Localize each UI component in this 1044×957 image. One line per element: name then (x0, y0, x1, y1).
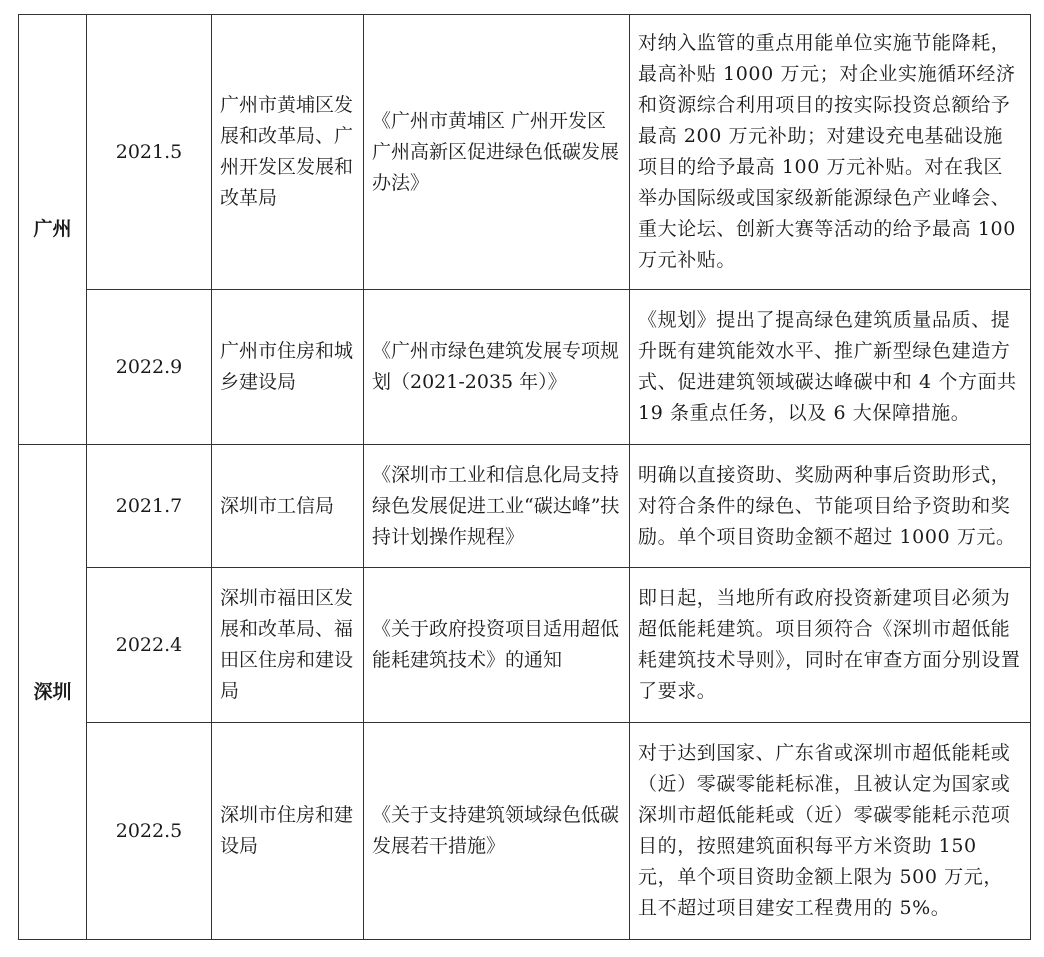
date-cell: 2021.5 (87, 15, 212, 290)
table-row (19, 568, 1031, 723)
department-cell: 深圳市福田区发展和改革局、福田区住房和建设局 (212, 568, 364, 723)
policy-content-cell: 《规划》提出了提高绿色建筑质量品质、提升既有建筑能效水平、推广新型绿色建造方式、促进建筑领域碳达峰碳中和 4 个方面共 19 条重点任务，以及 6 大保障措施。 (630, 290, 1031, 445)
policy-content-cell: 对纳入监管的重点用能单位实施节能降耗，最高补贴 1000 万元；对企业实施循环经济和资源综合利用项目的按实际投资总额给予最高 200 万元补助；对建设充电基础设施项目的给予最高 100 万元补贴。对在我区举办国际级或国家级新能源绿色产业峰会、重大论坛、创新大赛等活动的给予最高 100 万元补贴。 (630, 15, 1031, 290)
city-cell: 深圳 (19, 445, 87, 940)
policy-content-cell: 对于达到国家、广东省或深圳市超低能耗或（近）零碳零能耗标准，且被认定为国家或深圳市超低能耗或（近）零碳零能耗示范项目的，按照建筑面积每平方米资助 150 元，单个项目资助金额上限为 500 万元，且不超过项目建安工程费用的 5%。 (630, 723, 1031, 940)
department-cell: 深圳市工信局 (212, 445, 364, 568)
date-cell: 2022.5 (87, 723, 212, 940)
date-cell: 2022.9 (87, 290, 212, 445)
department-cell: 广州市黄埔区发展和改革局、广州开发区发展和改革局 (212, 15, 364, 290)
date-cell: 2021.7 (87, 445, 212, 568)
department-cell: 深圳市住房和建设局 (212, 723, 364, 940)
table-row (19, 445, 1031, 568)
date-cell: 2022.4 (87, 568, 212, 723)
city-cell: 广州 (19, 15, 87, 445)
table-row (19, 15, 1031, 290)
policy-name-cell: 《关于政府投资项目适用超低能耗建筑技术》的通知 (364, 568, 630, 723)
policy-table (18, 14, 1031, 940)
policy-content-cell: 即日起，当地所有政府投资新建项目必须为超低能耗建筑。项目须符合《深圳市超低能耗建筑技术导则》，同时在审查方面分别设置了要求。 (630, 568, 1031, 723)
table-row (19, 723, 1031, 940)
policy-name-cell: 《广州市绿色建筑发展专项规划（2021-2035 年）》 (364, 290, 630, 445)
table-row (19, 290, 1031, 445)
policy-name-cell: 《关于支持建筑领域绿色低碳发展若干措施》 (364, 723, 630, 940)
policy-name-cell: 《广州市黄埔区 广州开发区 广州高新区促进绿色低碳发展办法》 (364, 15, 630, 290)
policy-name-cell: 《深圳市工业和信息化局支持绿色发展促进工业“碳达峰”扶持计划操作规程》 (364, 445, 630, 568)
department-cell: 广州市住房和城乡建设局 (212, 290, 364, 445)
policy-content-cell: 明确以直接资助、奖励两种事后资助形式，对符合条件的绿色、节能项目给予资助和奖励。单个项目资助金额不超过 1000 万元。 (630, 445, 1031, 568)
